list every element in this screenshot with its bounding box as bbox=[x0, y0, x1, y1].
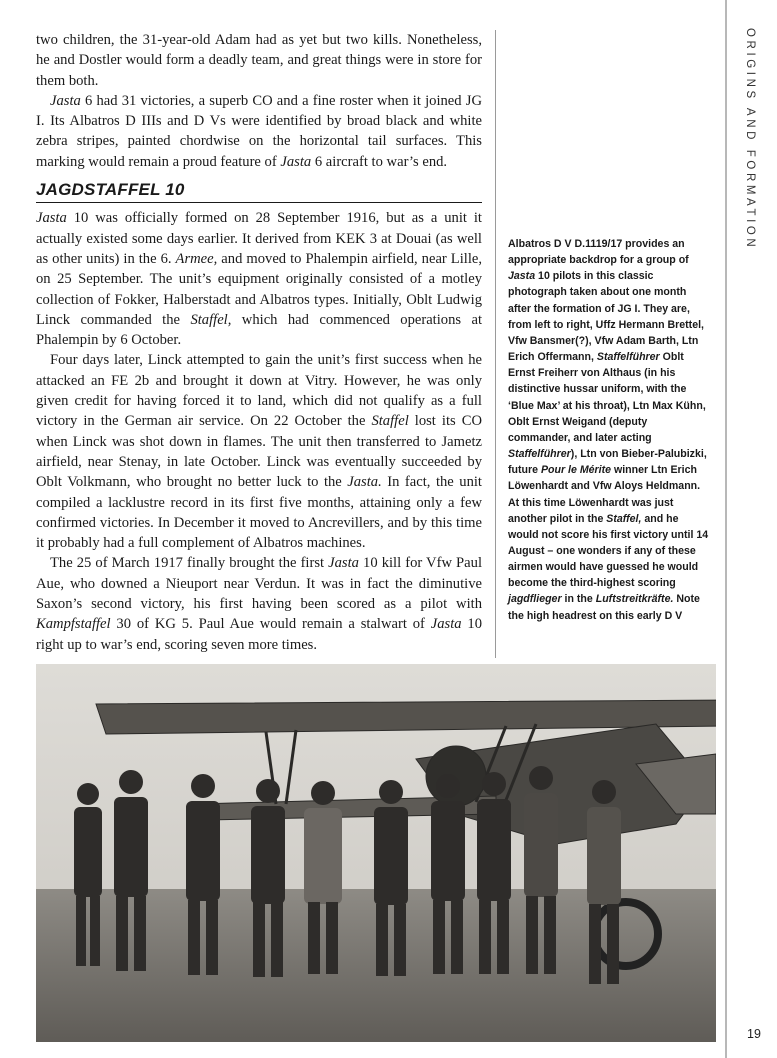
text-run: Four days later, Linck attempted to gain the unit’s first success when he attacked an FE 2b and brought it down at Vitry. However, he was only given credit for having forced it to land, which did not qualify as a full victory in the German air service. On 22 October the bbox=[36, 352, 482, 430]
text-run: ), Ltn von Bieber-Palubizki, future bbox=[508, 448, 707, 477]
italic-text: Staffel bbox=[371, 413, 409, 430]
italic-text: jagdflieger bbox=[508, 593, 562, 606]
italic-text: Staffel, bbox=[190, 311, 232, 328]
italic-text: Jasta bbox=[50, 92, 81, 109]
body-paragraph bbox=[36, 30, 482, 91]
text-run: 10 kill for Vfw Paul Aue, who downed a Nieuport near Verdun. It was in fact the diminutive Saxon’s second victory, his first having been scored as a pilot with bbox=[36, 555, 482, 613]
text-run: 6 aircraft to war’s end. bbox=[311, 153, 448, 170]
text-run: Oblt Ernst Freiherr von Althaus (in his distinctive hussar uniform, with the ‘Blue Max’ at his throat), Ltn Max Kühn, Oblt Ernst Weigand (deputy commander, and later acting bbox=[508, 351, 706, 444]
photo-caption bbox=[508, 236, 712, 624]
italic-text: Jasta bbox=[328, 555, 359, 572]
body-paragraph bbox=[36, 208, 482, 350]
italic-text: Staffelführer bbox=[508, 448, 571, 461]
italic-text: Jasta bbox=[430, 616, 462, 633]
text-run: 6 had 31 victories, a superb CO and a fine roster when it joined JG I. Its Albatros D IIIs and D Vs were identified by broad black and white zebra stripes, painted chordwise on the horizontal tail surfaces. This marking would remain a proud feature of bbox=[36, 92, 482, 170]
italic-text: Luftstreitkräfte. bbox=[595, 593, 674, 606]
text-run: The 25 of March 1917 finally brought the first bbox=[50, 555, 329, 572]
body-paragraph bbox=[36, 91, 482, 172]
italic-text: Staffelführer bbox=[596, 351, 660, 364]
propeller-hub bbox=[426, 746, 486, 806]
italic-text: Pour le Mérite bbox=[540, 464, 612, 477]
text-run: In fact, the unit compiled a lacklustre record in its first five months, attaining only a few confirmed victories. In December it moved to Ancrevillers, and by this time it probably had a full complement of Albatros machines. bbox=[36, 474, 482, 552]
historical-photo bbox=[36, 664, 716, 1042]
text-run: lost its CO when Linck was shot down in flames. The unit then transferred to Jametz airfield, near Stenay, in late October. Linck was eventually succeeded by Oblt Volkmann, who brought no better luck to the bbox=[36, 413, 482, 491]
page-number: 19 bbox=[747, 1027, 761, 1041]
text-run: in the bbox=[561, 593, 596, 606]
italic-text: Jasta bbox=[280, 153, 312, 170]
body-paragraph bbox=[36, 553, 482, 654]
body-paragraph bbox=[36, 350, 482, 553]
photo-illustration bbox=[36, 664, 716, 1042]
running-head-text: ORIGINS AND FORMATION bbox=[744, 28, 756, 251]
text-run: 10 was officially formed on 28 September 1916, but as a unit it actually existed some days earlier. It derived from KEK 3 at Douai (as well as other units) in the 6. bbox=[36, 210, 482, 267]
column-divider bbox=[495, 30, 496, 658]
text-run: and he would not score his first victory until 14 August – one wonders if any of these airmen would have guessed he would become the third-highest scoring bbox=[508, 512, 709, 590]
italic-text: Staffel, bbox=[606, 512, 642, 525]
intro-section bbox=[36, 30, 482, 172]
text-run: Note the high headrest on this early D V bbox=[508, 593, 700, 622]
text-run: which had commenced operations at Phalempin by 6 October. bbox=[36, 311, 483, 349]
text-run: two children, the 31-year-old Adam had as yet but two kills. Nonetheless, he and Dostler would form a deadly team, and great things were in store for them both. bbox=[36, 32, 482, 89]
italic-text: Jasta bbox=[36, 210, 67, 227]
text-run: 10 right up to war’s end, scoring seven more times. bbox=[36, 616, 482, 653]
section-body bbox=[36, 208, 482, 655]
margin-rule bbox=[725, 0, 727, 1058]
running-head bbox=[731, 28, 769, 251]
main-text-column bbox=[36, 30, 482, 655]
text-run: and moved to Phalempin airfield, near Lille, on 25 September. The unit’s equipment originally consisted of a motley collection of Fokker, Halberstadt and Albatros types. Initially, Oblt Ludwig Linck commanded the bbox=[36, 250, 482, 328]
section-heading: JAGDSTAFFEL 10 bbox=[36, 180, 482, 203]
italic-text: Jasta. bbox=[347, 474, 382, 491]
italic-text: Kampfstaffel bbox=[36, 616, 111, 633]
italic-text: Jasta bbox=[508, 270, 536, 283]
text-run: Albatros D V D.1119/17 provides an appropriate backdrop for a group of bbox=[508, 238, 689, 267]
text-run: 30 of KG 5. Paul Aue would remain a stalwart of bbox=[110, 616, 431, 633]
text-run: winner Ltn Erich Löwenhardt and Vfw Aloys Heldmann. At this time Löwenhardt was just another pilot in the bbox=[508, 464, 701, 525]
text-run: 10 pilots in this classic photograph taken about one month after the formation of JG I. They are, from left to right, Uffz Hermann Brettel, Vfw Bansmer(?), Vfw Adam Barth, Ltn Erich Offermann, bbox=[508, 270, 704, 364]
italic-text: Armee, bbox=[175, 250, 218, 267]
